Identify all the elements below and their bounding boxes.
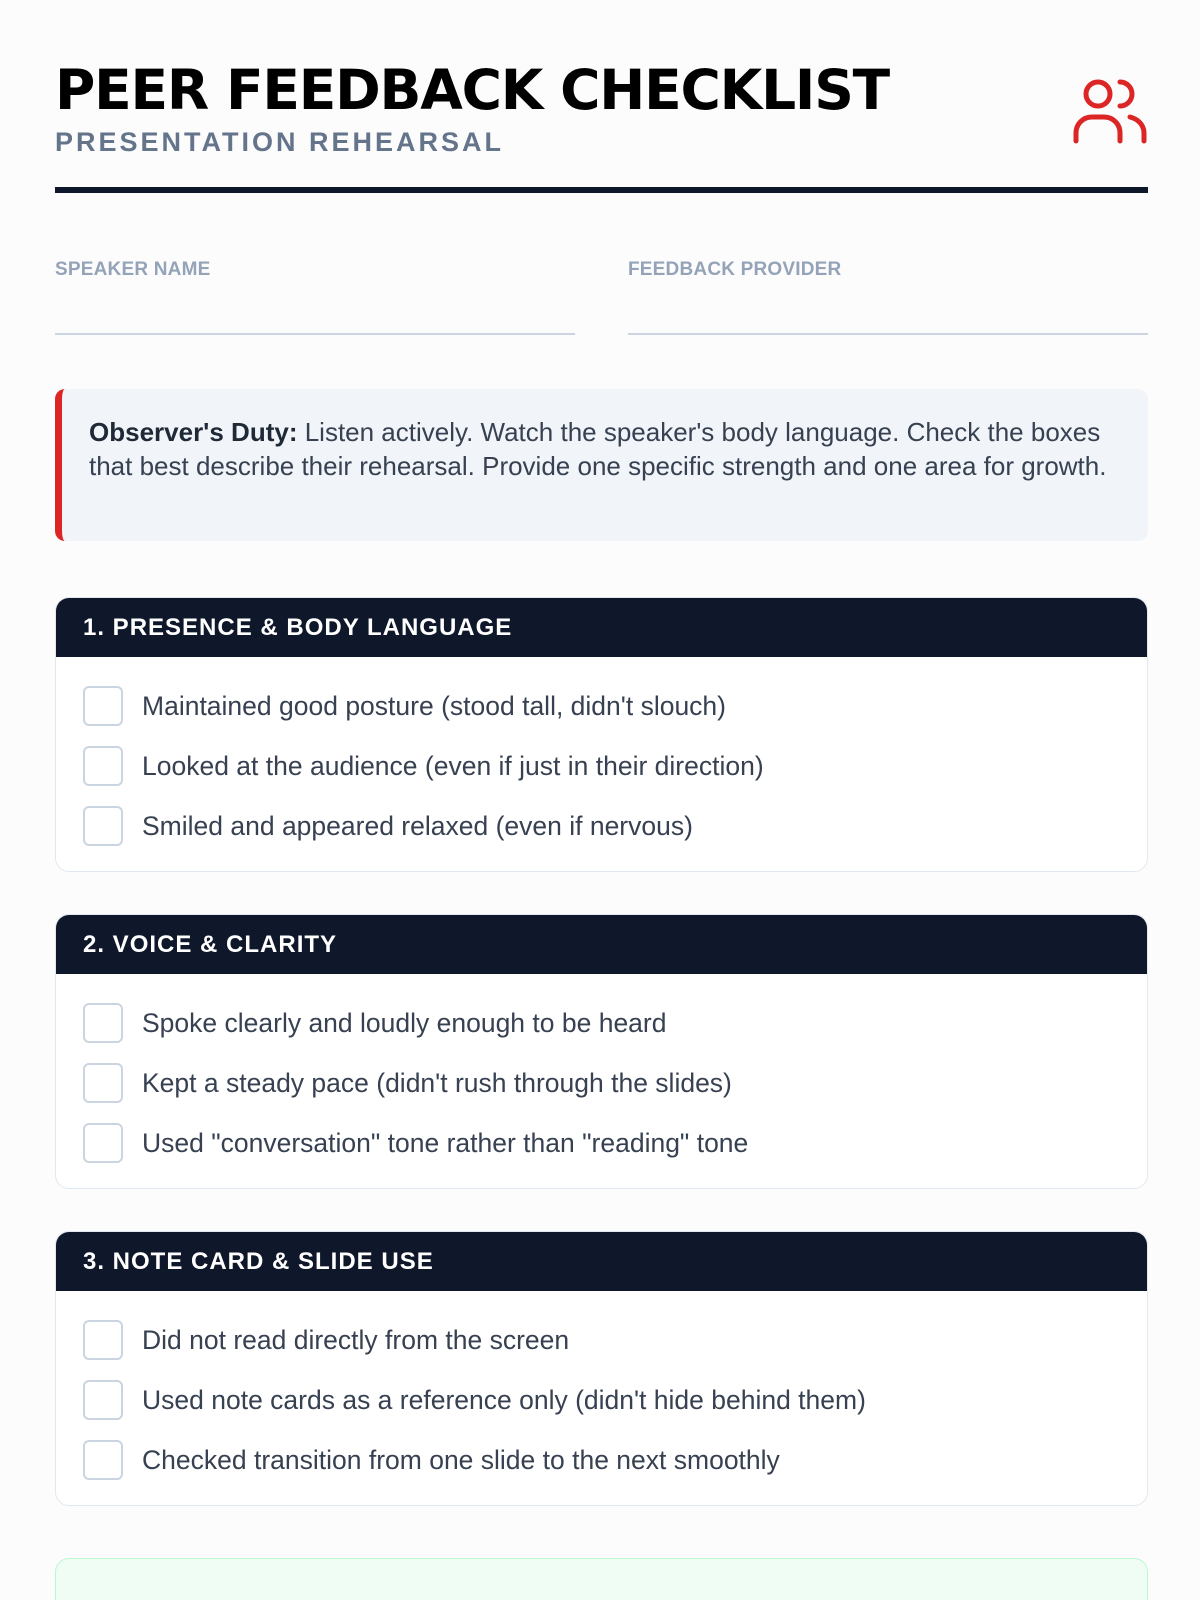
section-title: 3. NOTE CARD & SLIDE USE [56, 1232, 1147, 1291]
observer-instructions [55, 389, 1148, 541]
checkbox[interactable] [83, 1063, 123, 1103]
checklist-item[interactable] [83, 1380, 1123, 1420]
checklist-item-label: Looked at the audience (even if just in their direction) [142, 751, 764, 781]
section-title: 2. VOICE & CLARITY [56, 915, 1147, 974]
section-title: 1. PRESENCE & BODY LANGUAGE [56, 598, 1147, 657]
users-icon [1072, 72, 1148, 148]
checkbox[interactable] [83, 1380, 123, 1420]
page-title: PEER FEEDBACK CHECKLIST [55, 58, 889, 122]
checklist-item[interactable] [83, 1123, 1123, 1163]
speaker-name-label: SPEAKER NAME [55, 259, 211, 280]
header-divider [55, 187, 1148, 193]
checklist-item-label: Kept a steady pace (didn't rush through the slides) [142, 1068, 732, 1098]
checklist-item[interactable] [83, 1063, 1123, 1103]
checklist-item[interactable] [83, 806, 1123, 846]
checklist-item-label: Smiled and appeared relaxed (even if nervous) [142, 811, 693, 841]
checklist-item[interactable] [83, 686, 1123, 726]
name-fields [55, 256, 1148, 336]
checkbox[interactable] [83, 1123, 123, 1163]
feedback-provider-line[interactable] [628, 333, 1148, 335]
section-voice [55, 914, 1148, 1189]
checklist-item-label: Spoke clearly and loudly enough to be heard [142, 1008, 667, 1038]
checklist-item-label: Used "conversation" tone rather than "reading" tone [142, 1128, 749, 1158]
feedback-provider-label: FEEDBACK PROVIDER [628, 259, 842, 280]
checkbox[interactable] [83, 806, 123, 846]
instructions-text: Listen actively. Watch the speaker's body language. Check the boxes that best describe their rehearsal. Provide one specific strength and one area for growth. [89, 417, 1107, 481]
checklist-item[interactable] [83, 1320, 1123, 1360]
checklist-item[interactable] [83, 1003, 1123, 1043]
page-subtitle: PRESENTATION REHEARSAL [55, 127, 505, 157]
section-notes [55, 1231, 1148, 1506]
speaker-name-field[interactable] [55, 256, 575, 336]
strengths-box [55, 1558, 1148, 1600]
checkbox[interactable] [83, 1440, 123, 1480]
checklist-item[interactable] [83, 1440, 1123, 1480]
checklist-item-label: Did not read directly from the screen [142, 1325, 570, 1355]
checklist-item-label: Maintained good posture (stood tall, didn't slouch) [142, 691, 726, 721]
checkbox[interactable] [83, 1320, 123, 1360]
checklist-item-label: Checked transition from one slide to the next smoothly [142, 1445, 780, 1475]
checklist-item[interactable] [83, 746, 1123, 786]
feedback-provider-field[interactable] [628, 256, 1148, 336]
checklist-item-label: Used note cards as a reference only (didn't hide behind them) [142, 1385, 866, 1415]
speaker-name-line[interactable] [55, 333, 575, 335]
instructions-lead: Observer's Duty: [89, 417, 298, 447]
checkbox[interactable] [83, 1003, 123, 1043]
page-header [55, 56, 1148, 194]
checkbox[interactable] [83, 686, 123, 726]
checkbox[interactable] [83, 746, 123, 786]
section-presence [55, 597, 1148, 872]
feedback-page [55, 0, 1148, 1600]
